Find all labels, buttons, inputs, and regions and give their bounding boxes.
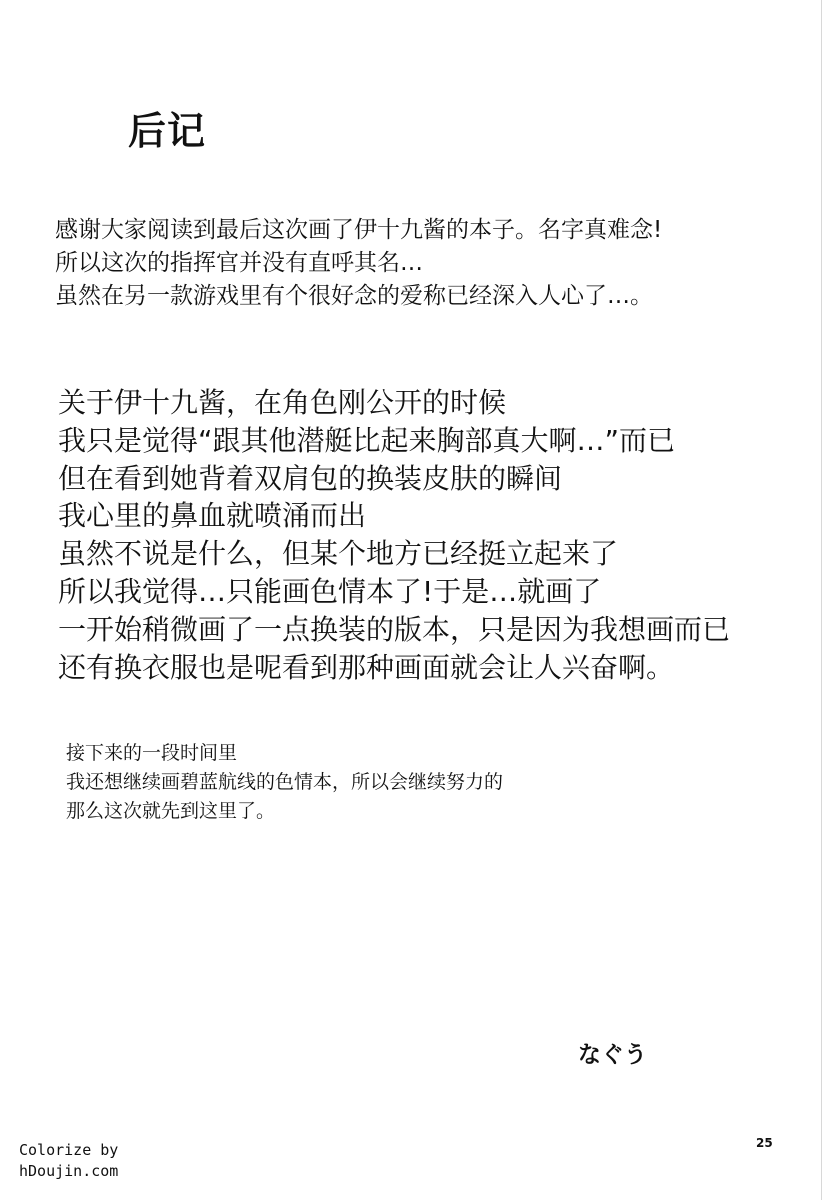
intro-line: 虽然在另一款游戏里有个很好念的爱称已经深入人心了…。 [55, 283, 653, 309]
intro-line: 所以这次的指挥官并没有直呼其名… [55, 250, 423, 276]
author-signature: なぐう [578, 1042, 647, 1068]
main-line: 所以我觉得…只能画色情本了!于是…就画了 [58, 574, 602, 608]
outro-paragraph [66, 739, 503, 826]
main-line: 但在看到她背着双肩包的换装皮肤的瞬间 [58, 461, 563, 495]
outro-line: 那么这次就先到这里了。 [66, 800, 276, 822]
intro-line: 感谢大家阅读到最后这次画了伊十九酱的本子。名字真难念! [55, 217, 663, 243]
main-paragraph [58, 384, 730, 686]
page-edge-line [821, 0, 822, 1200]
colorize-credit [19, 1140, 118, 1182]
main-line: 关于伊十九酱，在角色刚公开的时候 [58, 386, 507, 419]
intro-paragraph [55, 214, 662, 313]
page-number: 25 [756, 1136, 773, 1150]
main-line: 虽然不说是什么，但某个地方已经挺立起来了 [58, 537, 619, 571]
outro-line: 接下来的一段时间里 [66, 742, 238, 764]
credit-line: Colorize by [19, 1141, 119, 1159]
page-title: 后记 [128, 109, 207, 153]
main-line: 一开始稍微画了一点换装的版本，只是因为我想画而已 [58, 612, 731, 646]
outro-line: 我还想继续画碧蓝航线的色情本，所以会继续努力的 [66, 771, 504, 793]
main-line: 还有换衣服也是呢看到那种画面就会让人兴奋啊。 [58, 650, 675, 684]
main-line: 我心里的鼻血就喷涌而出 [58, 499, 367, 533]
main-line: 我只是觉得“跟其他潜艇比起来胸部真大啊…”而已 [58, 423, 676, 457]
credit-site: hDoujin.com [19, 1162, 119, 1180]
